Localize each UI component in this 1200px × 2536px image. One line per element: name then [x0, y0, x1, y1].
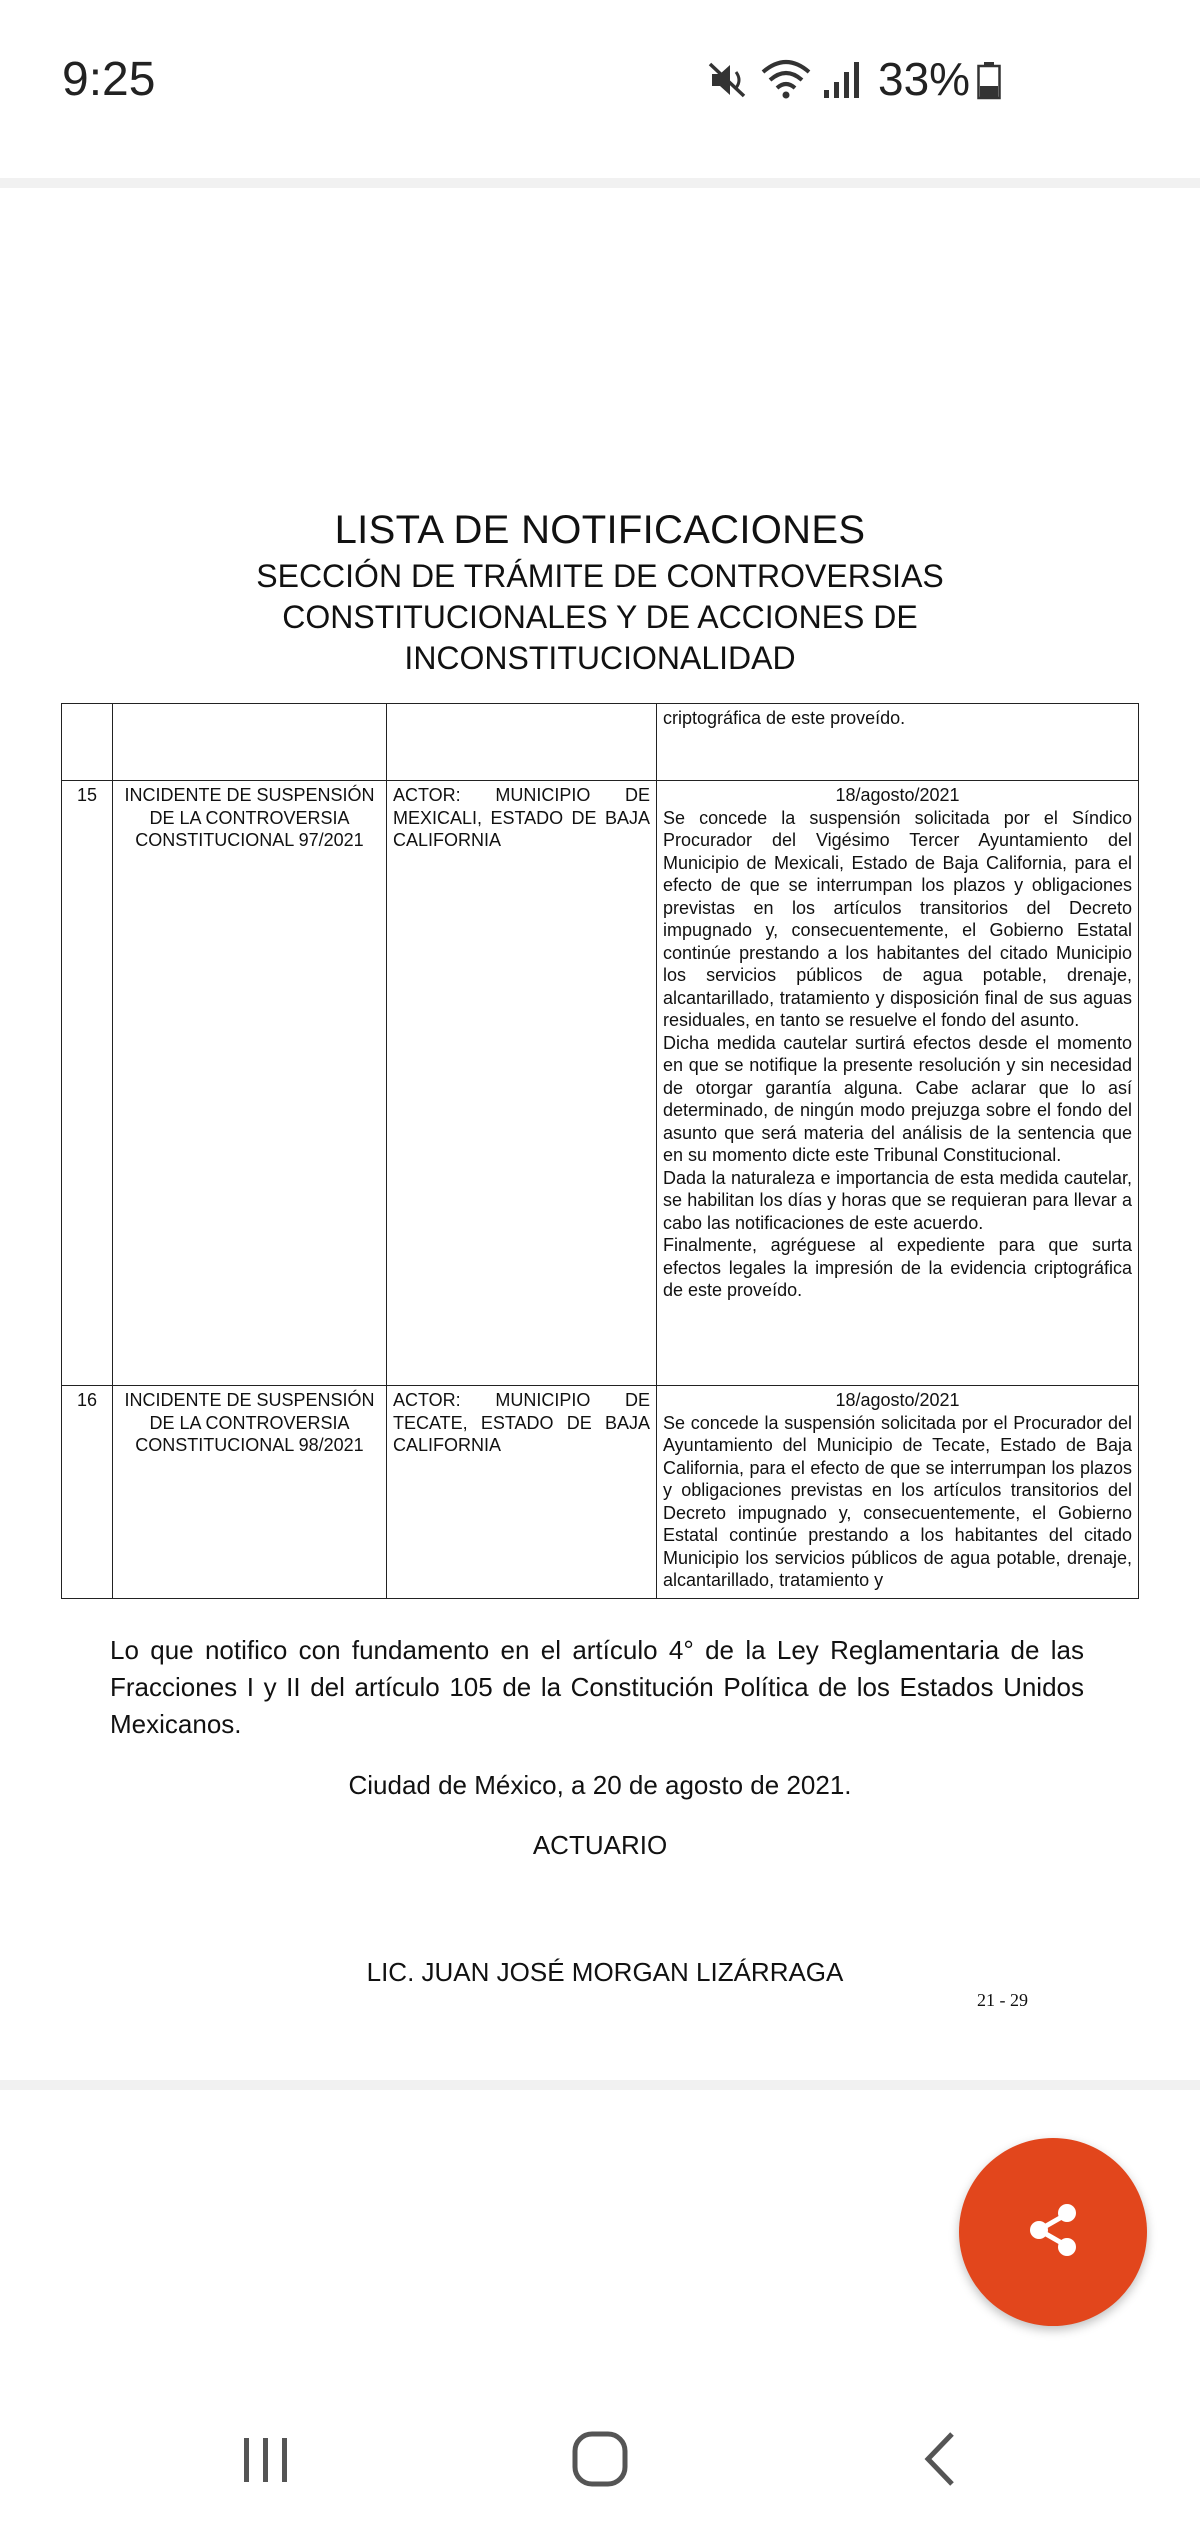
city-date: Ciudad de México, a 20 de agosto de 2021.: [348, 1770, 852, 1800]
resolution-date: 18/agosto/2021: [835, 785, 960, 805]
resolution-paragraph: Se concede la suspensión solicitada por el Procurador del Ayuntamiento del Municipio de Tecate, Estado de Baja California, para el efecto de que se interrumpan los plazos y obligaciones previstas en los artículos transitorios del Decreto impugnado y, consecuentemente, el Gobierno Estatal continúe prestando a los habitantes del citado Municipio los servicios públicos de agua potable, drenaje, alcantarillado, tratamiento y: [663, 1412, 1132, 1590]
battery-percent: 33%: [878, 53, 971, 105]
resolution-paragraph: Dada la naturaleza e importancia de esta medida cautelar, se habilitan los días y horas que se requieran para llevar a cabo las notificaciones de este acuerdo.: [663, 1167, 1132, 1233]
resolution-paragraph: Dicha medida cautelar surtirá efectos desde el momento en que se notifique la presente resolución y sin necesidad de otorgar garantía alguna. Cabe aclarar que lo así determinado, de ningún modo prejuzga sobre el fondo del asunto que será materia del análisis de la sentencia que en su momento dicte este Tribunal Constitucional.: [663, 1032, 1132, 1165]
home-icon[interactable]: [571, 2430, 629, 2493]
status-time: 9:25: [62, 53, 156, 106]
table-cell: [113, 704, 387, 781]
resolution-paragraph: Se concede la suspensión solicitada por el Síndico Procurador del Vigésimo Tercer Ayuntamiento del Municipio de Mexicali, Estado de Baja California, para el efecto de que se interrumpan los plazos y obligaciones previstas en los artículos transitorios del Decreto impugnado y, consecuentemente, el Gobierno Estatal continúe prestando a los habitantes del citado Municipio los servicios públicos de agua potable, drenaje, alcantarillado, tratamiento y disposición final de sus aguas residuales, en tanto se resuelve el fondo del asunto.: [663, 807, 1132, 1030]
resolution-detail: [657, 1386, 1139, 1599]
row-number: 15: [62, 781, 113, 1386]
table-cell: [387, 704, 657, 781]
actor-name: ACTOR: MUNICIPIO DE MEXICALI, ESTADO DE BAJA CALIFORNIA: [387, 781, 657, 1386]
table-row: [62, 781, 1139, 1386]
battery-icon: [977, 62, 1001, 105]
signer-name: LIC. JUAN JOSÉ MORGAN LIZÁRRAGA: [366, 1957, 844, 1987]
share-button[interactable]: [959, 2138, 1147, 2326]
resolution-paragraph: Finalmente, agréguese al expediente para que surta efectos legales la impresión de la evidencia criptográfica de este proveído.: [663, 1235, 1132, 1300]
actor-name: ACTOR: MUNICIPIO DE TECATE, ESTADO DE BAJA CALIFORNIA: [387, 1386, 657, 1599]
row-number: 16: [62, 1386, 113, 1599]
resolution-detail: [657, 781, 1139, 1386]
case-name: INCIDENTE DE SUSPENSIÓN DE LA CONTROVERSIA CONSTITUCIONAL 98/2021: [113, 1386, 387, 1599]
signal-icon: [822, 60, 862, 105]
document-subtitle: SECCIÓN DE TRÁMITE DE CONTROVERSIAS CONSTITUCIONALES Y DE ACCIONES DE INCONSTITUCIONALIDAD: [256, 558, 944, 676]
document-title: LISTA DE NOTIFICACIONES: [334, 508, 866, 552]
status-bar: [0, 0, 1200, 175]
mute-icon: [706, 60, 748, 105]
table-cell-continuation: criptográfica de este proveído.: [657, 704, 1139, 781]
signer-role: ACTUARIO: [532, 1830, 668, 1860]
top-separator: [0, 178, 1200, 188]
share-icon: [1021, 2198, 1085, 2267]
notifications-table: [61, 703, 1139, 1599]
table-cell: [62, 704, 113, 781]
wifi-icon: [760, 58, 812, 105]
back-icon[interactable]: [920, 2430, 960, 2493]
resolution-date: 18/agosto/2021: [835, 1390, 960, 1410]
notification-statement: Lo que notifico con fundamento en el artículo 4° de la Ley Reglamentaria de las Fracciones I y II del artículo 105 de la Constitución Política de los Estados Unidos Mexicanos.: [110, 1635, 1084, 1739]
recents-icon[interactable]: [240, 2434, 292, 2491]
page-number: 21 - 29: [977, 1990, 1028, 2010]
case-name: INCIDENTE DE SUSPENSIÓN DE LA CONTROVERSIA CONSTITUCIONAL 97/2021: [113, 781, 387, 1386]
table-row: [62, 704, 1139, 781]
table-row: [62, 1386, 1139, 1599]
bottom-separator: [0, 2080, 1200, 2090]
